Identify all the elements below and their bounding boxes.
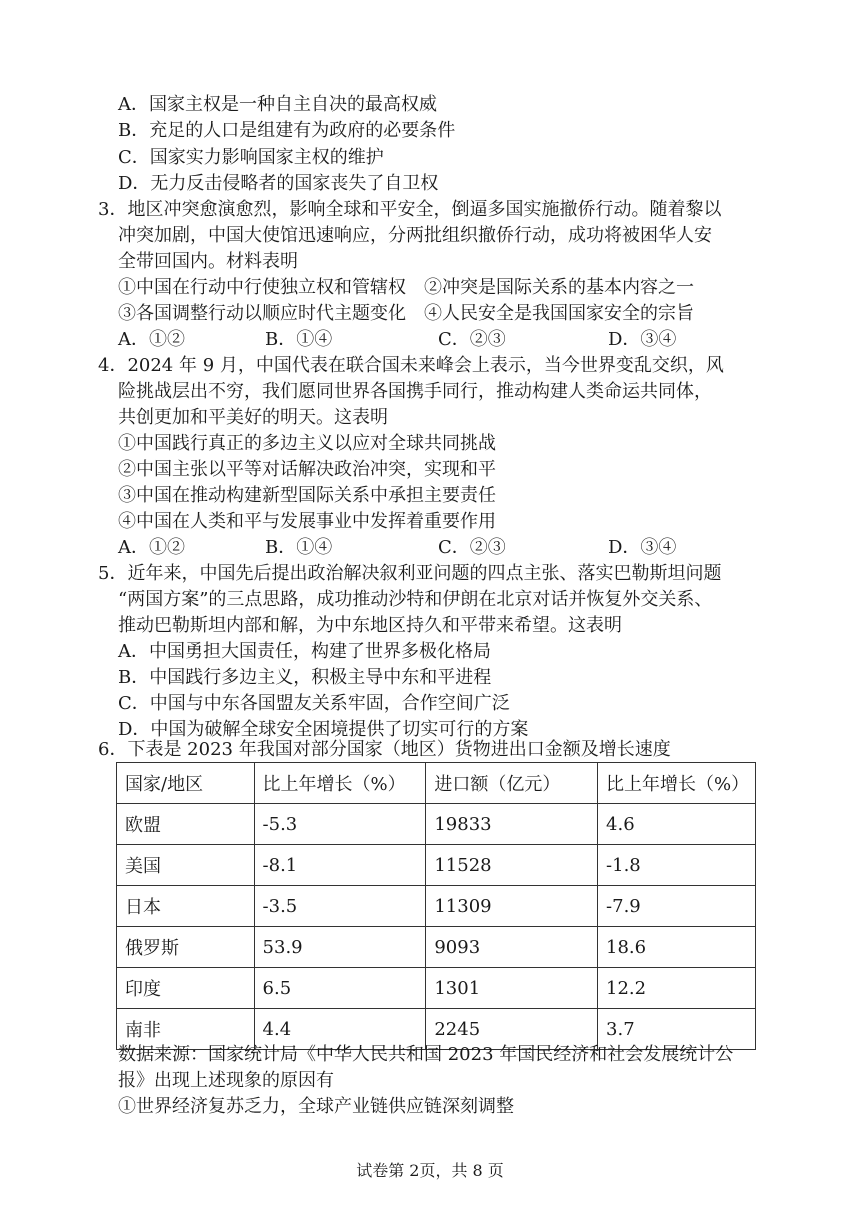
q2-option-b: B．充足的人口是组建有为政府的必要条件: [118, 120, 456, 141]
q4-choice-d: D．③④: [608, 537, 677, 558]
page-footer: 试卷第 2页，共 8 页: [356, 1161, 504, 1180]
table-cell: 2245: [426, 1009, 598, 1050]
table-header-cell: 进口额（亿元）: [426, 763, 598, 804]
table-cell: 日本: [117, 886, 255, 927]
q4-item: ④中国在人类和平与发展事业中发挥着重要作用: [118, 511, 496, 532]
q4-choice-b: B．①④: [265, 537, 333, 558]
q4-choice-a: A．①②: [118, 537, 185, 558]
q6-stem: 6．下表是 2023 年我国对部分国家（地区）货物进出口金额及增长速度: [98, 739, 671, 760]
table-row: [117, 804, 756, 845]
table-cell: 南非: [117, 1009, 255, 1050]
q5-option-b: B．中国践行多边主义，积极主导中东和平进程: [118, 667, 492, 688]
table-header-row: [117, 763, 756, 804]
q3-choice-a: A．①②: [118, 329, 185, 350]
table-cell: 美国: [117, 845, 255, 886]
table-cell: 欧盟: [117, 804, 255, 845]
q2-option-d: D．无力反击侵略者的国家丧失了自卫权: [118, 173, 439, 194]
table-header-cell: 比上年增长（%）: [254, 763, 426, 804]
table-cell: 19833: [426, 804, 598, 845]
q3-item: ③各国调整行动以顺应时代主题变化 ④人民安全是我国国家安全的宗旨: [118, 303, 694, 324]
table-cell: -3.5: [254, 886, 426, 927]
table-cell: 11309: [426, 886, 598, 927]
q3-item: ①中国在行动中行使独立权和管辖权 ②冲突是国际关系的基本内容之一: [118, 277, 694, 298]
q6-source-line: 报》出现上述现象的原因有: [118, 1070, 334, 1091]
table-cell: 俄罗斯: [117, 927, 255, 968]
table-header-cell: 比上年增长（%）: [598, 763, 756, 804]
table-row: [117, 968, 756, 1009]
q2-option-c: C．国家实力影响国家主权的维护: [118, 147, 384, 168]
table-cell: -5.3: [254, 804, 426, 845]
q4-item: ②中国主张以平等对话解决政治冲突，实现和平: [118, 459, 496, 480]
q5-option-d: D．中国为破解全球安全困境提供了切实可行的方案: [118, 719, 529, 740]
table-row: [117, 886, 756, 927]
q4-stem-line: 共创更加和平美好的明天。这表明: [118, 407, 388, 428]
q3-stem-line: 冲突加剧，中国大使馆迅速响应，分两批组织撤侨行动，成功将被困华人安: [118, 225, 712, 246]
q3-stem-line: 全带回国内。材料表明: [118, 251, 298, 272]
q5-option-a: A．中国勇担大国责任，构建了世界多极化格局: [118, 641, 491, 662]
table-cell: 11528: [426, 845, 598, 886]
table-header-cell: 国家/地区: [117, 763, 255, 804]
table-cell: 9093: [426, 927, 598, 968]
table-cell: 4.4: [254, 1009, 426, 1050]
q4-stem-line: 险挑战层出不穷，我们愿同世界各国携手同行，推动构建人类命运共同体，: [118, 381, 712, 402]
table-cell: 印度: [117, 968, 255, 1009]
table-row: [117, 845, 756, 886]
table-cell: 12.2: [598, 968, 756, 1009]
q4-item: ①中国践行真正的多边主义以应对全球共同挑战: [118, 433, 496, 454]
q5-stem-line: “两国方案”的三点思路，成功推动沙特和伊朗在北京对话并恢复外交关系、: [118, 589, 713, 610]
q4-choice-c: C．②③: [438, 537, 506, 558]
q5-stem-line: 推动巴勒斯坦内部和解，为中东地区持久和平带来希望。这表明: [118, 615, 622, 636]
q6-source-line: 数据来源：国家统计局《中华人民共和国 2023 年国民经济和社会发展统计公: [118, 1044, 734, 1065]
q5-option-c: C．中国与中东各国盟友关系牢固，合作空间广泛: [118, 693, 510, 714]
table-cell: 18.6: [598, 927, 756, 968]
table-cell: -7.9: [598, 886, 756, 927]
table-cell: 53.9: [254, 927, 426, 968]
q4-stem-line: 4．2024 年 9 月，中国代表在联合国未来峰会上表示，当今世界变乱交织，风: [98, 355, 724, 376]
q3-choice-d: D．③④: [608, 329, 677, 350]
q2-option-a: A．国家主权是一种自主自决的最高权威: [118, 94, 437, 115]
trade-table: [116, 762, 756, 1050]
table-cell: 1301: [426, 968, 598, 1009]
table-cell: -1.8: [598, 845, 756, 886]
table-cell: 6.5: [254, 968, 426, 1009]
table-cell: 4.6: [598, 804, 756, 845]
table-cell: -8.1: [254, 845, 426, 886]
table-row: [117, 927, 756, 968]
table-cell: 3.7: [598, 1009, 756, 1050]
q3-stem-line: 3．地区冲突愈演愈烈，影响全球和平安全，倒逼多国实施撤侨行动。随着黎以: [98, 199, 722, 220]
q6-item: ①世界经济复苏乏力，全球产业链供应链深刻调整: [118, 1096, 514, 1117]
q5-stem-line: 5．近年来，中国先后提出政治解决叙利亚问题的四点主张、落实巴勒斯坦问题: [98, 563, 722, 584]
q3-choice-b: B．①④: [265, 329, 333, 350]
q4-item: ③中国在推动构建新型国际关系中承担主要责任: [118, 485, 496, 506]
q3-choice-c: C．②③: [438, 329, 506, 350]
